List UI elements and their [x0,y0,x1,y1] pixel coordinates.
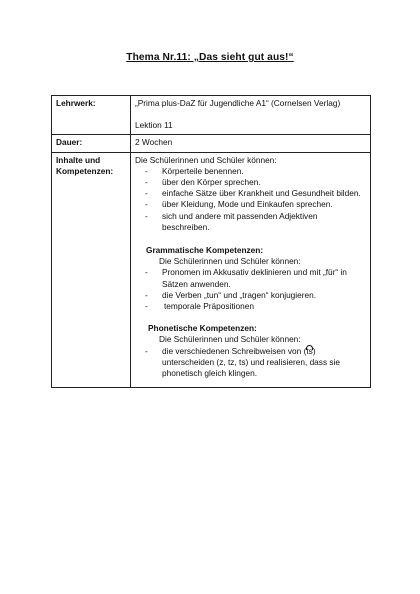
lehrwerk-value [131,96,371,135]
inhalte-label [52,152,131,388]
grammar-intro: Die Schülerinnen und Schüler können: [159,256,301,267]
grammar-list [135,267,367,312]
list-item: - einfache Sätze über Krankheit und Gesundheit bilden. [135,188,367,199]
grammar-heading: Grammatische Kompetenzen: [146,245,264,256]
lehrwerk-lesson: Lektion 11 [135,120,173,131]
phonetic-item-pre: die verschiedenen Schreibweisen von [162,345,304,356]
ts-ligature: ts [306,345,313,356]
list-item: - die Verben „tun“ und „tragen“ konjugieren. [135,290,367,301]
dauer-label: Dauer: [52,135,131,152]
phonetic-heading: Phonetische Kompetenzen: [148,323,257,334]
row-lehrwerk [52,96,371,135]
phonetic-intro: Die Schülerinnen und Schüler können: [159,334,301,345]
list-item: - sich und andere mit passenden Adjektiven beschreiben. [135,211,367,233]
phonetic-list [135,346,367,380]
lehrwerk-label: Lehrwerk: [52,96,131,135]
inhalte-intro: Die Schülerinnen und Schüler können: [135,154,277,165]
list-item: - die verschiedenen Schreibweisen von (ts) unterscheiden (z, tz, ts) und realisieren, dass sie phonetisch gleich klingen. [135,346,367,380]
list-item: - Pronomen im Akkusativ deklinieren und mit „für“ in Sätzen anwenden. [135,267,367,289]
competence-list [135,166,367,233]
phonetic-item-post: unterscheiden (z, tz, ts) und realisieren, dass sie phonetisch gleich klingen. [162,356,341,379]
inhalte-value [131,152,371,388]
inhalte-label-line2: Kompetenzen: [56,165,114,176]
list-item: - über den Körper sprechen. [135,177,367,188]
list-item: - über Kleidung, Mode und Einkaufen sprechen. [135,199,367,210]
row-dauer [52,135,371,152]
lesson-plan-table [51,95,371,388]
page-title: Thema Nr.11: „Das sieht gut aus!“ [126,52,294,63]
list-item: - temporale Präpositionen [135,301,367,312]
row-inhalte [52,152,371,388]
list-item: - Körperteile benennen. [135,166,367,177]
dauer-value: 2 Wochen [131,135,371,152]
lehrwerk-book: „Prima plus-DaZ für Jugendliche A1“ (Cornelsen Verlag) [135,98,341,108]
inhalte-label-line1: Inhalte und [56,154,101,165]
